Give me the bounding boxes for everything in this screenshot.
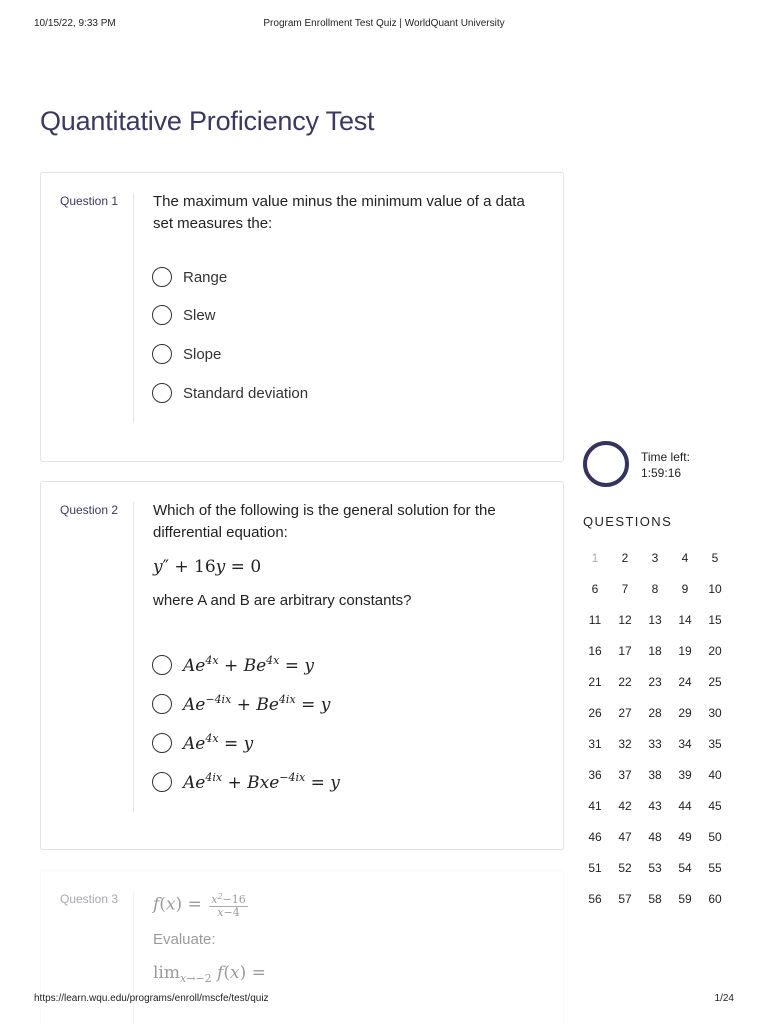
question-nav-32[interactable]: 32 bbox=[618, 737, 632, 751]
question-nav-56[interactable]: 56 bbox=[588, 892, 602, 906]
question-nav-38[interactable]: 38 bbox=[648, 768, 662, 782]
question-nav-33[interactable]: 33 bbox=[648, 737, 662, 751]
radio-button[interactable] bbox=[152, 305, 172, 325]
print-header bbox=[0, 18, 768, 32]
question-nav-12[interactable]: 12 bbox=[618, 613, 632, 627]
answer-option[interactable] bbox=[152, 732, 253, 754]
question-nav-8[interactable]: 8 bbox=[651, 582, 659, 596]
question-nav-14[interactable]: 14 bbox=[678, 613, 692, 627]
question-nav-2[interactable]: 2 bbox=[621, 551, 629, 565]
question-nav-20[interactable]: 20 bbox=[708, 644, 722, 658]
option-label: Slope bbox=[183, 345, 222, 363]
question-nav-59[interactable]: 59 bbox=[678, 892, 692, 906]
question-text: Evaluate: bbox=[153, 931, 216, 948]
answer-option[interactable] bbox=[152, 693, 330, 715]
question-nav-25[interactable]: 25 bbox=[708, 675, 722, 689]
option-label: Slew bbox=[183, 306, 216, 324]
radio-button[interactable] bbox=[152, 344, 172, 364]
answer-option[interactable] bbox=[152, 654, 314, 676]
question-nav-9[interactable]: 9 bbox=[681, 582, 689, 596]
question-nav-18[interactable]: 18 bbox=[648, 644, 662, 658]
question-nav-30[interactable]: 30 bbox=[708, 706, 722, 720]
answer-option[interactable] bbox=[152, 343, 221, 365]
question-nav-22[interactable]: 22 bbox=[618, 675, 632, 689]
question-nav-48[interactable]: 48 bbox=[648, 830, 662, 844]
question-nav-4[interactable]: 4 bbox=[681, 551, 689, 565]
differential-equation: y″ + 16y = 0 bbox=[153, 557, 262, 577]
question-label: Question 3 bbox=[60, 892, 119, 906]
radio-button[interactable] bbox=[152, 267, 172, 287]
print-page-count: 1/24 bbox=[714, 993, 734, 1004]
option-formula: $Ae^{4ix} + Bxe^{-4ix} = y$ bbox=[183, 771, 340, 793]
question-text: The maximum value minus the minimum value of a data set measures the: bbox=[153, 193, 525, 232]
option-formula: $Ae^{4x} = y$ bbox=[183, 732, 254, 754]
question-nav-19[interactable]: 19 bbox=[678, 644, 692, 658]
function-definition: f(x) = $\frac{x^2-16}{x-4}$ bbox=[153, 892, 246, 919]
question-nav-40[interactable]: 40 bbox=[708, 768, 722, 782]
question-nav-39[interactable]: 39 bbox=[678, 768, 692, 782]
question-nav-57[interactable]: 57 bbox=[618, 892, 632, 906]
question-nav-41[interactable]: 41 bbox=[588, 799, 602, 813]
question-note: where A and B are arbitrary constants? bbox=[153, 592, 412, 609]
question-nav-15[interactable]: 15 bbox=[708, 613, 722, 627]
question-label: Question 1 bbox=[60, 194, 119, 208]
question-nav-10[interactable]: 10 bbox=[708, 582, 722, 596]
print-footer bbox=[0, 993, 768, 1007]
question-text: Which of the following is the general solution for the differential equation: bbox=[153, 502, 496, 541]
question-navigator bbox=[580, 547, 732, 919]
question-nav-44[interactable]: 44 bbox=[678, 799, 692, 813]
radio-button[interactable] bbox=[152, 694, 172, 714]
answer-option[interactable] bbox=[152, 304, 216, 326]
question-nav-34[interactable]: 34 bbox=[678, 737, 692, 751]
question-nav-21[interactable]: 21 bbox=[588, 675, 602, 689]
question-nav-49[interactable]: 49 bbox=[678, 830, 692, 844]
option-label: Standard deviation bbox=[183, 384, 309, 402]
question-nav-1[interactable]: 1 bbox=[591, 551, 599, 565]
question-divider bbox=[133, 502, 134, 812]
question-nav-28[interactable]: 28 bbox=[648, 706, 662, 720]
print-page-title: Program Enrollment Test Quiz | WorldQuant University bbox=[263, 18, 505, 29]
question-nav-7[interactable]: 7 bbox=[621, 582, 629, 596]
question-nav-43[interactable]: 43 bbox=[648, 799, 662, 813]
question-nav-46[interactable]: 46 bbox=[588, 830, 602, 844]
question-nav-50[interactable]: 50 bbox=[708, 830, 722, 844]
question-card-2 bbox=[40, 481, 564, 850]
radio-button[interactable] bbox=[152, 655, 172, 675]
time-left-value: 1:59:16 bbox=[641, 466, 682, 480]
question-nav-42[interactable]: 42 bbox=[618, 799, 632, 813]
time-left-label: Time left: bbox=[641, 450, 690, 464]
question-nav-29[interactable]: 29 bbox=[678, 706, 692, 720]
question-nav-58[interactable]: 58 bbox=[648, 892, 662, 906]
timer-ring bbox=[583, 441, 629, 487]
question-divider bbox=[133, 193, 134, 423]
option-formula: $Ae^{-4ix} + Be^{4ix} = y$ bbox=[183, 693, 331, 715]
radio-button[interactable] bbox=[152, 383, 172, 403]
question-nav-5[interactable]: 5 bbox=[711, 551, 719, 565]
question-nav-35[interactable]: 35 bbox=[708, 737, 722, 751]
question-label: Question 2 bbox=[60, 503, 119, 517]
radio-button[interactable] bbox=[152, 733, 172, 753]
question-nav-60[interactable]: 60 bbox=[708, 892, 722, 906]
question-nav-37[interactable]: 37 bbox=[618, 768, 632, 782]
question-nav-17[interactable]: 17 bbox=[618, 644, 632, 658]
option-label: Range bbox=[183, 268, 228, 286]
answer-option[interactable] bbox=[152, 266, 227, 288]
answer-option[interactable] bbox=[152, 382, 308, 404]
question-nav-45[interactable]: 45 bbox=[708, 799, 722, 813]
print-url: https://learn.wqu.edu/programs/enroll/mscfe/test/quiz bbox=[34, 993, 269, 1004]
question-nav-51[interactable]: 51 bbox=[588, 861, 602, 875]
time-left bbox=[641, 449, 690, 481]
option-formula: $Ae^{4x} + Be^{4x} = y$ bbox=[183, 654, 315, 676]
question-nav-24[interactable]: 24 bbox=[678, 675, 692, 689]
question-nav-3[interactable]: 3 bbox=[651, 551, 659, 565]
radio-button[interactable] bbox=[152, 772, 172, 792]
question-nav-26[interactable]: 26 bbox=[588, 706, 602, 720]
question-card-1 bbox=[40, 172, 564, 462]
question-nav-27[interactable]: 27 bbox=[618, 706, 632, 720]
question-nav-53[interactable]: 53 bbox=[648, 861, 662, 875]
question-nav-11[interactable]: 11 bbox=[588, 613, 602, 627]
page-title: Quantitative Proficiency Test bbox=[40, 106, 375, 136]
question-nav-52[interactable]: 52 bbox=[618, 861, 632, 875]
question-nav-54[interactable]: 54 bbox=[678, 861, 692, 875]
question-nav-31[interactable]: 31 bbox=[588, 737, 602, 751]
question-nav-23[interactable]: 23 bbox=[648, 675, 662, 689]
answer-option[interactable] bbox=[152, 771, 340, 793]
limit-expression: $\lim_{x\to-2} f(x)$ = bbox=[153, 963, 266, 985]
question-nav-13[interactable]: 13 bbox=[648, 613, 662, 627]
question-nav-55[interactable]: 55 bbox=[708, 861, 722, 875]
questions-heading: QUESTIONS bbox=[583, 514, 673, 529]
question-nav-16[interactable]: 16 bbox=[588, 644, 602, 658]
question-nav-36[interactable]: 36 bbox=[588, 768, 602, 782]
print-date: 10/15/22, 9:33 PM bbox=[34, 18, 116, 29]
question-nav-47[interactable]: 47 bbox=[618, 830, 632, 844]
question-nav-6[interactable]: 6 bbox=[591, 582, 599, 596]
